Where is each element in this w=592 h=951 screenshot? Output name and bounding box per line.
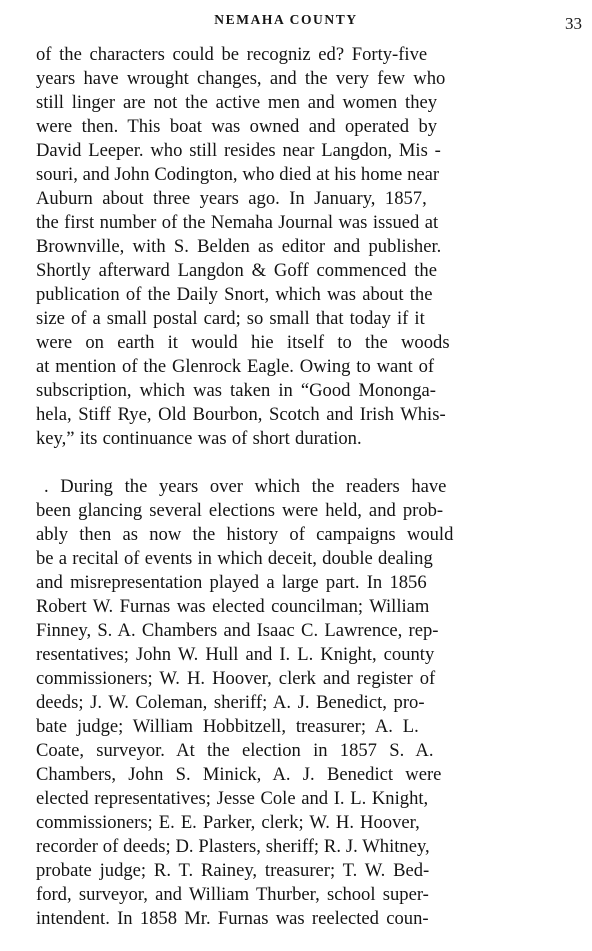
text-line: the first number of the Nemaha Journal was issued at [36, 212, 439, 233]
text-line: Finney, S. A. Chambers and Isaac C. Lawrence, rep- [36, 620, 439, 641]
text-line: Shortly afterward Langdon & Goff commenced the [36, 260, 437, 281]
page-number: 33 [565, 14, 582, 33]
text-line: size of a small postal card; so small that today if it [36, 308, 425, 329]
text-line: commissioners; W. H. Hoover, clerk and register of [36, 668, 436, 689]
text-line: ably then as now the history of campaigns would [36, 524, 454, 545]
running-head [0, 10, 592, 34]
text-line: . During the years over which the readers have [44, 476, 447, 497]
text-line: years have wrought changes, and the very few who [36, 68, 446, 89]
text-line: recorder of deeds; D. Plasters, sheriff; R. J. Whitney, [36, 836, 430, 857]
text-line: elected representatives; Jesse Cole and I. L. Knight, [36, 788, 429, 809]
text-line: hela, Stiff Rye, Old Bourbon, Scotch and Irish Whis- [36, 404, 446, 425]
text-line: commissioners; E. E. Parker, clerk; W. H. Hoover, [36, 812, 420, 833]
text-line: at mention of the Glenrock Eagle. Owing to want of [36, 356, 435, 377]
text-line: probate judge; R. T. Rainey, treasurer; T. W. Bed- [36, 860, 430, 881]
text-line: intendent. In 1858 Mr. Furnas was reelected coun- [36, 908, 429, 929]
text-line: of the characters could be recogniz ed? Forty-five [36, 44, 428, 65]
text-line: resentatives; John W. Hull and I. L. Knight, county [36, 644, 435, 665]
text-line: souri, and John Codington, who died at his home near [36, 164, 440, 185]
text-line: key,” its continuance was of short duration. [36, 428, 362, 449]
text-line: been glancing several elections were held, and prob- [36, 500, 444, 521]
text-line: subscription, which was taken in “Good Mononga- [36, 380, 436, 401]
text-line: publication of the Daily Snort, which was about the [36, 284, 433, 305]
text-line: Robert W. Furnas was elected councilman; William [36, 596, 430, 617]
text-line: be a recital of events in which deceit, double dealing [36, 548, 433, 569]
text-line: Auburn about three years ago. In January, 1857, [36, 188, 427, 209]
text-line: were on earth it would hie itself to the woods [36, 332, 450, 353]
text-line: were then. This boat was owned and operated by [36, 116, 438, 137]
text-line: Coate, surveyor. At the election in 1857 S. A. [36, 740, 434, 761]
text-line: Brownville, with S. Belden as editor and publisher. [36, 236, 442, 257]
running-title: NEMAHA COUNTY [214, 12, 358, 27]
text-line: Chambers, John S. Minick, A. J. Benedict were [36, 764, 442, 785]
text-line: still linger are not the active men and women they [36, 92, 438, 113]
text-line: bate judge; William Hobbitzell, treasurer; A. L. [36, 716, 419, 737]
text-line: deeds; J. W. Coleman, sheriff; A. J. Benedict, pro- [36, 692, 425, 713]
text-line: ford, surveyor, and William Thurber, school super- [36, 884, 429, 905]
text-line: and misrepresentation played a large part. In 1856 [36, 572, 427, 593]
text-line: David Leeper. who still resides near Langdon, Mis - [36, 140, 441, 161]
